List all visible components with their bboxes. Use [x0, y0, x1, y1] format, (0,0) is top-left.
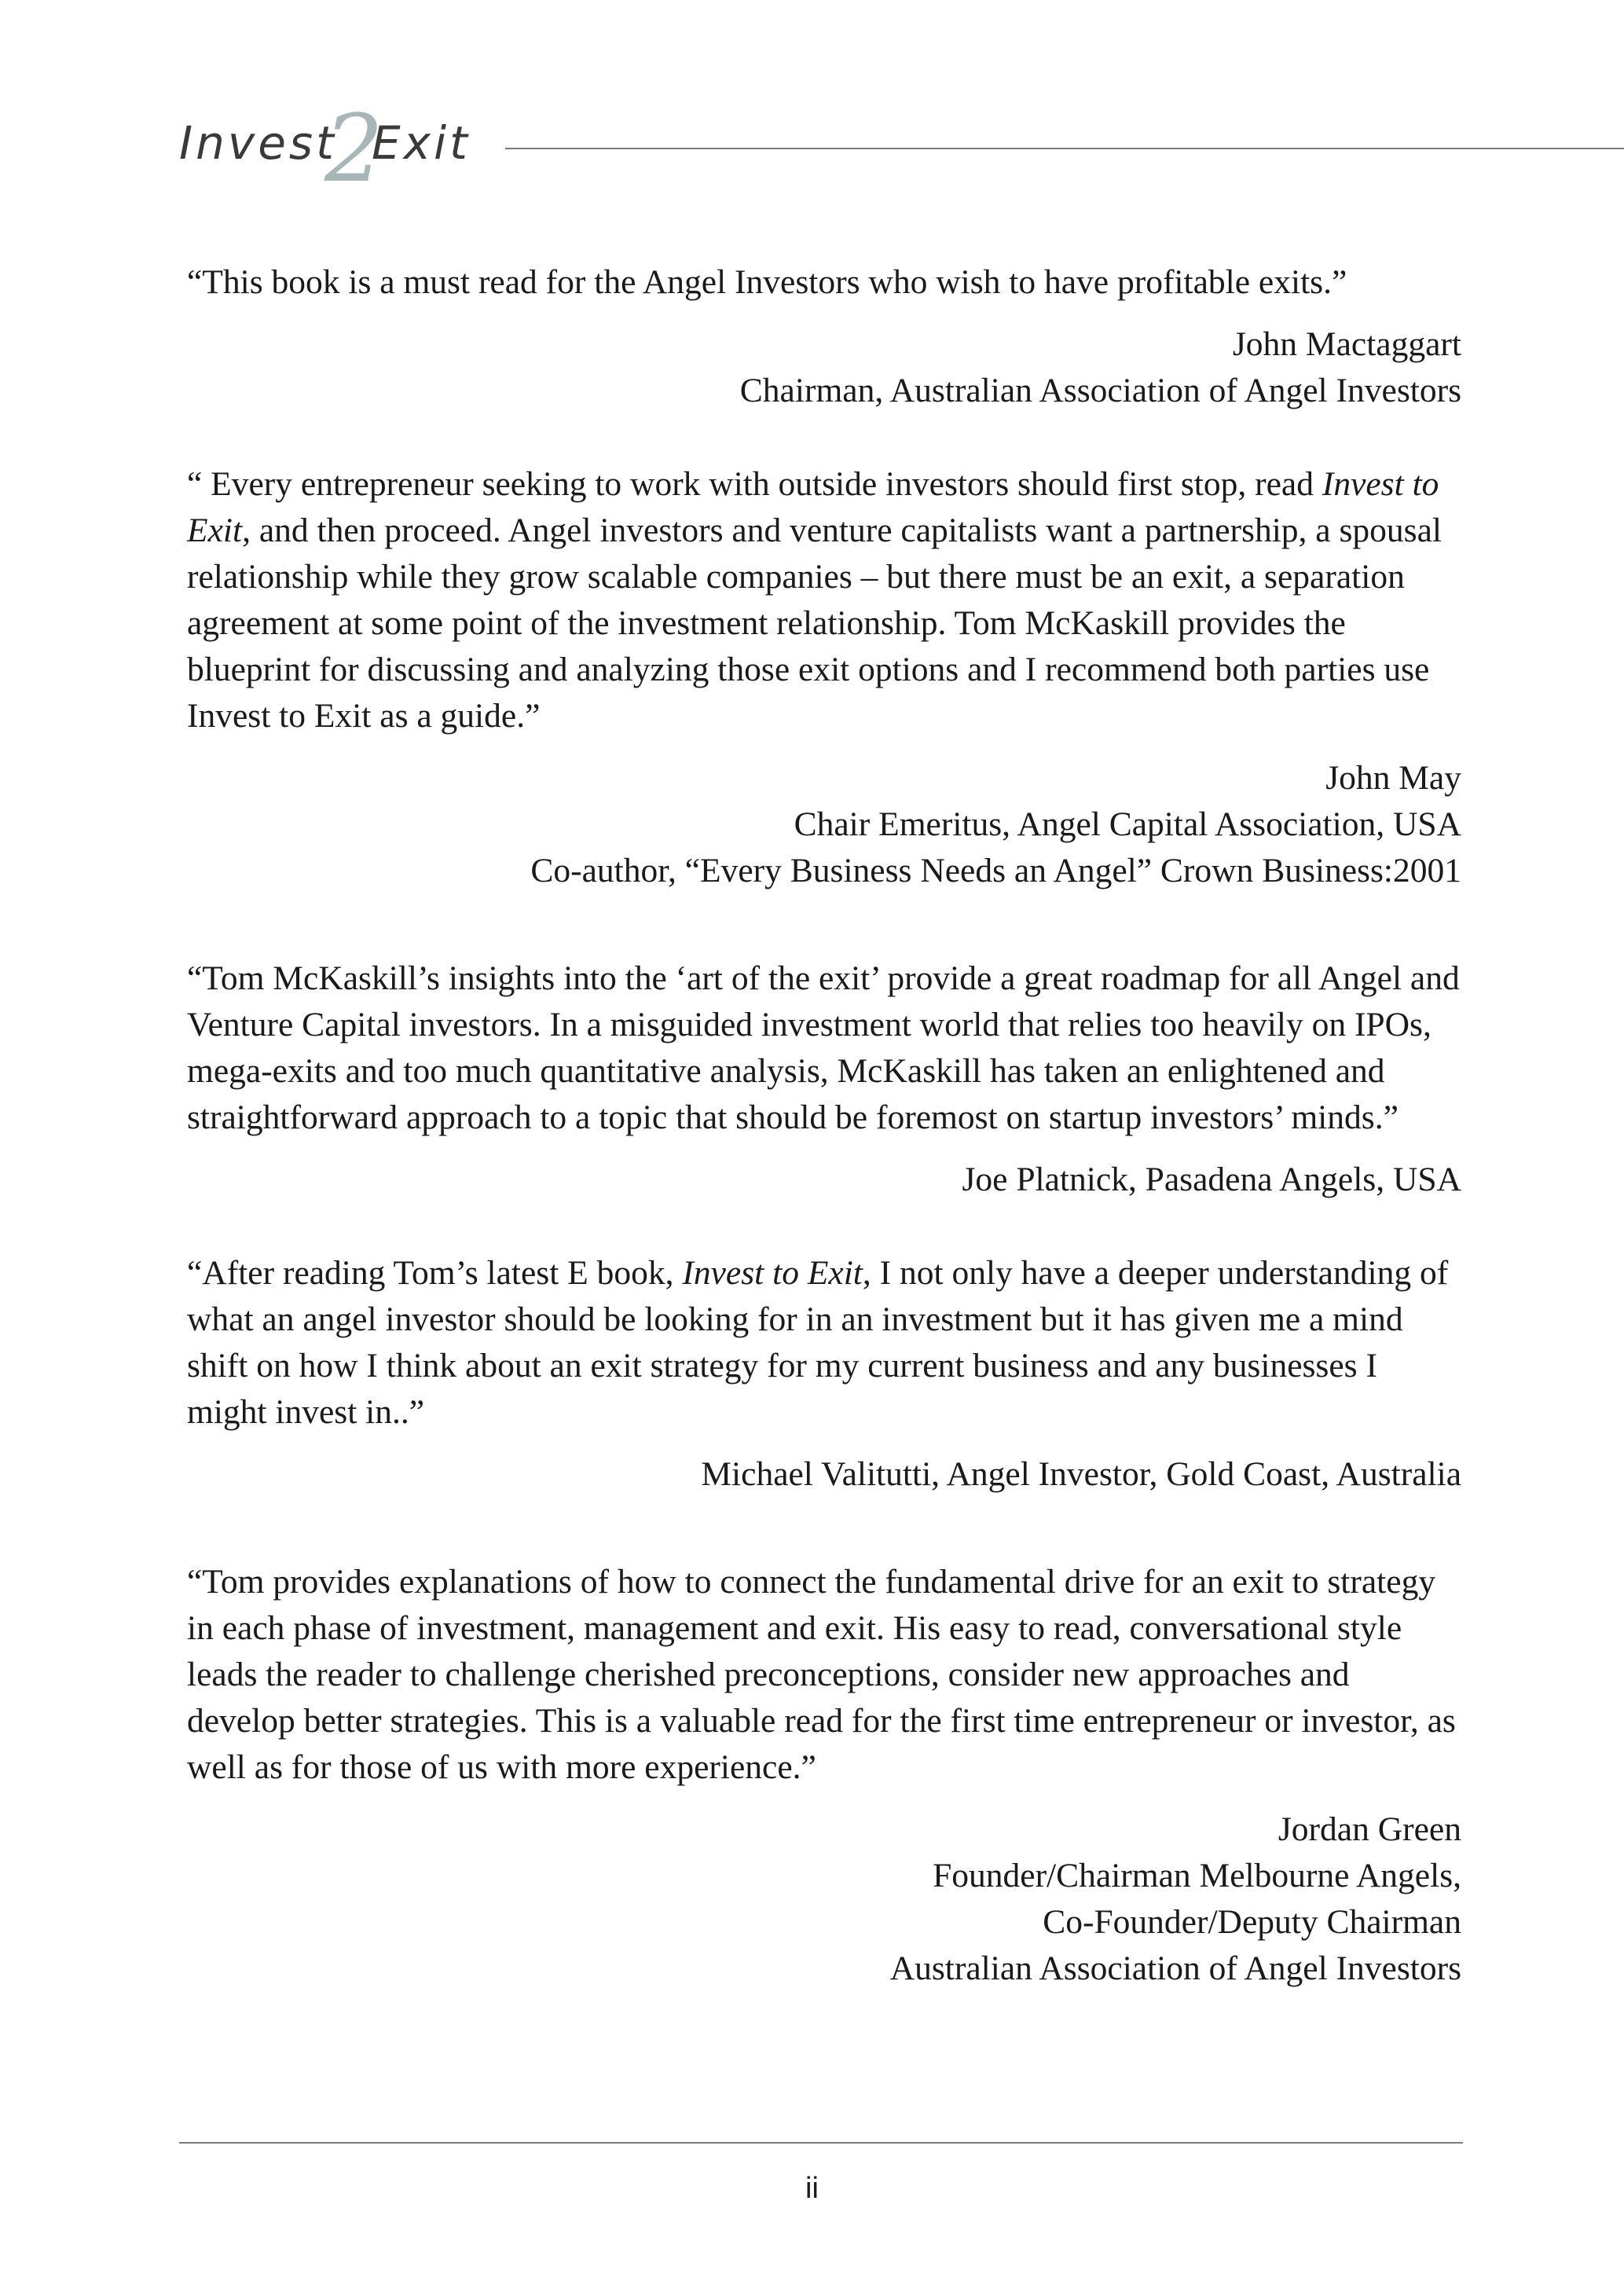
- testimonial-quote: “Tom provides explanations of how to connect the fundamental drive for an exit to strategy in each phase of investment, management and exit. His easy to read, conversational style leads the reader to challenge cherished preconceptions, consider new approaches and develop better strategies. This is a valuable read for the first time entrepreneur or investor, as well as for those of us with more experience.”: [187, 1563, 1456, 1786]
- testimonial-quote: “Tom McKaskill’s insights into the ‘art of the exit’ provide a great roadmap for all Angel and Venture Capital investors. In a misguided investment world that relies too heavily on IPOs, mega-exits and too much quantitative analysis, McKaskill has taken an enlightened and straightforward approach to a topic that should be foremost on startup investors’ minds.”: [187, 959, 1460, 1136]
- page-header: [179, 94, 1468, 204]
- header-divider: [505, 148, 1624, 149]
- logo-word-invest: Invest: [179, 116, 337, 170]
- book-title: Invest to Exit: [187, 465, 1439, 549]
- quote-text: “After reading Tom’s latest E book,: [187, 1254, 683, 1292]
- page-number: ii: [805, 2172, 819, 2205]
- testimonial: [187, 1250, 1461, 1498]
- testimonial-attribution: [187, 321, 1461, 414]
- testimonial-quote: “This book is a must read for the Angel Investors who wish to have profitable exits.”: [187, 263, 1347, 301]
- book-title: Invest to Exit: [682, 1254, 863, 1292]
- testimonial-attribution: [187, 1806, 1461, 1992]
- attribution-name: Jordan Green: [1278, 1810, 1461, 1848]
- testimonial: [187, 955, 1461, 1203]
- logo-number: 2: [324, 94, 384, 203]
- attribution-name: Michael Valitutti, Angel Investor, Gold Coast, Australia: [701, 1455, 1461, 1493]
- attribution-title: Co-Founder/Deputy Chairman: [1043, 1903, 1461, 1941]
- quote-text: “ Every entrepreneur seeking to work with outside investors should first stop, read: [187, 465, 1322, 503]
- testimonial-attribution: [187, 755, 1461, 894]
- testimonial: [187, 461, 1461, 894]
- logo-word-exit: Exit: [372, 116, 471, 170]
- attribution-title: Founder/Chairman Melbourne Angels,: [933, 1857, 1461, 1894]
- attribution-title: Australian Association of Angel Investors: [889, 1949, 1461, 1987]
- attribution-title: Chairman, Australian Association of Angel Investors: [739, 372, 1461, 409]
- attribution-name: Joe Platnick, Pasadena Angels, USA: [962, 1161, 1461, 1198]
- quote-text: , I not only have a deeper understanding of what an angel investor should be looking for in an investment but it has given me a mind shift on how I think about an exit strategy for my current business and any businesses I might invest in..”: [187, 1254, 1449, 1431]
- testimonial-quote: [187, 1250, 1461, 1436]
- testimonial: [187, 1559, 1461, 1992]
- footer-divider: [179, 2142, 1463, 2144]
- testimonial: [187, 259, 1461, 414]
- attribution-title: Co-author, “Every Business Needs an Angel” Crown Business:2001: [530, 852, 1461, 889]
- testimonial-attribution: [187, 1451, 1461, 1498]
- attribution-name: John Mactaggart: [1232, 325, 1461, 363]
- testimonial-attribution: [187, 1157, 1461, 1203]
- attribution-title: Chair Emeritus, Angel Capital Association, USA: [794, 805, 1461, 843]
- quote-text: , and then proceed. Angel investors and venture capitalists want a partnership, a spousal relationship while they grow scalable companies – but there must be an exit, a separation agreement at some point of the investment relationship. Tom McKaskill provides the blueprint for discussing and analyzing those exit options and I recommend both parties use Invest to Exit as a guide.”: [187, 512, 1442, 735]
- testimonial-quote: [187, 461, 1461, 739]
- attribution-name: John May: [1325, 759, 1461, 797]
- testimonials: [187, 259, 1461, 1992]
